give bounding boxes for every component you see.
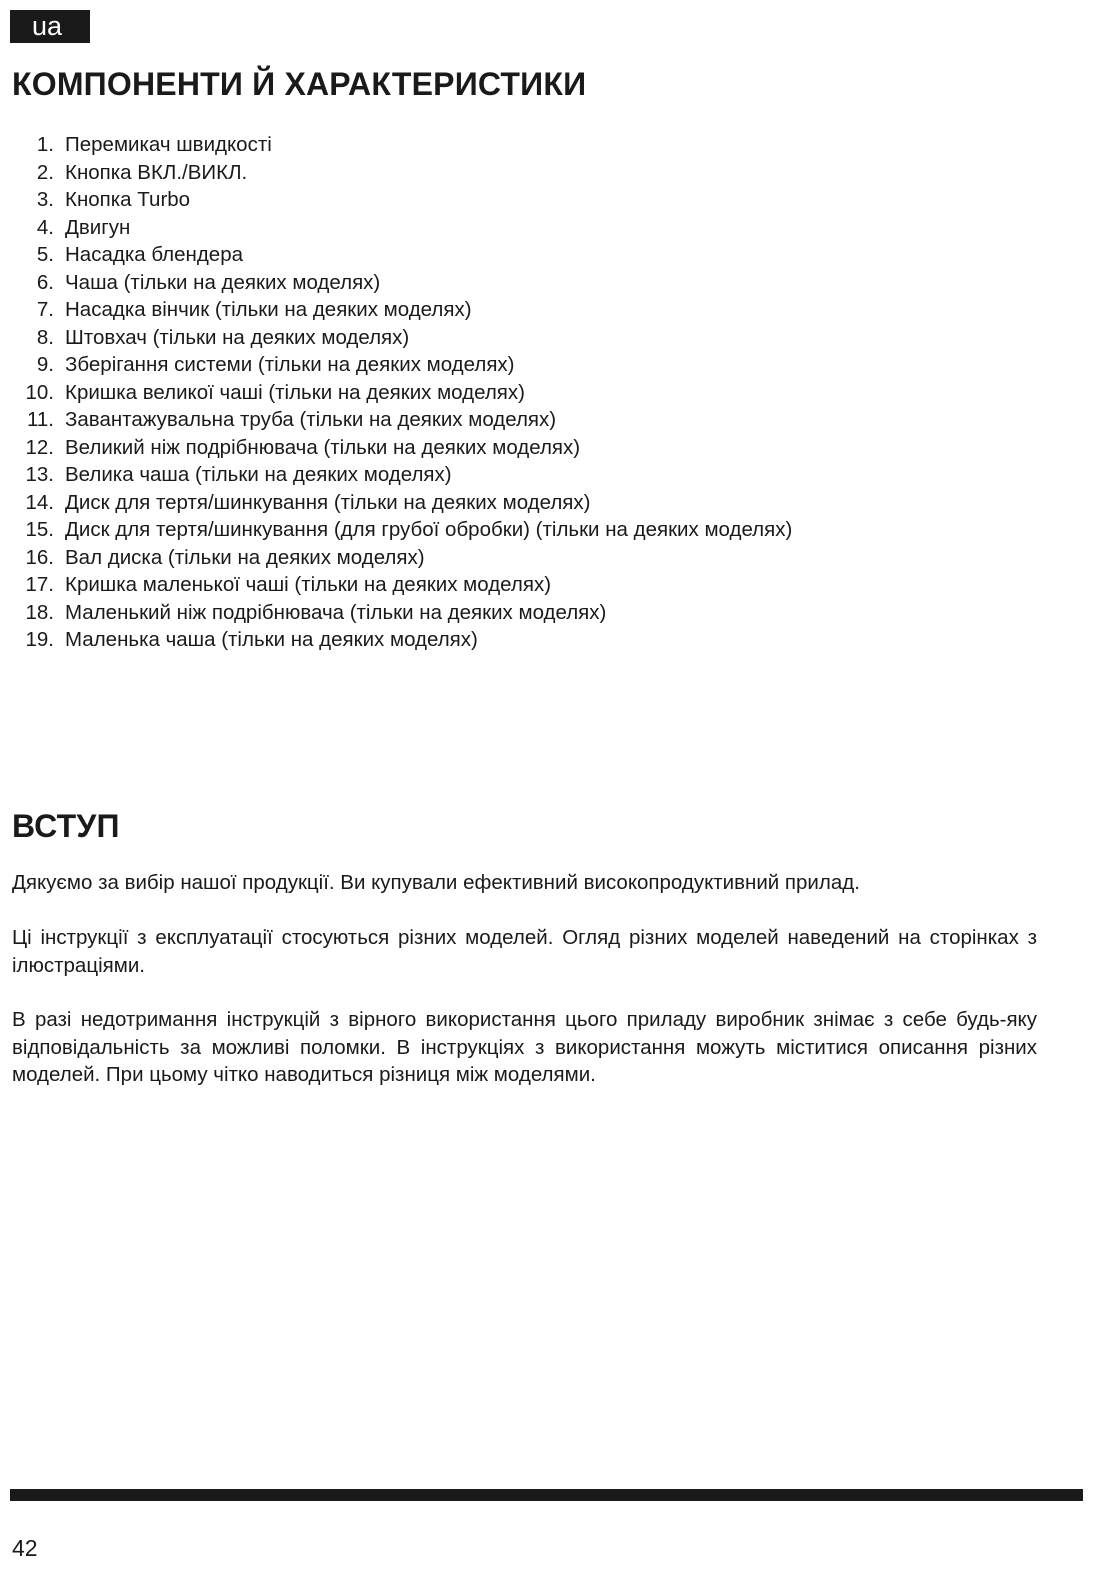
list-item-text: Диск для тертя/шинкування (тільки на деяких моделях) [65, 490, 591, 514]
list-item [12, 159, 792, 187]
list-item-number: 4. [36, 215, 54, 239]
list-item-number: 17. [25, 573, 54, 596]
list-item [12, 269, 792, 297]
page-number: 42 [12, 1535, 38, 1561]
list-item [12, 461, 792, 489]
list-item [12, 214, 792, 242]
intro-heading: ВСТУП [12, 808, 120, 844]
list-item [12, 626, 792, 654]
list-item-number: 10. [25, 380, 54, 404]
language-badge: ua [10, 10, 90, 43]
footer-divider [10, 1489, 1083, 1501]
list-item [12, 434, 792, 462]
list-item-text: Насадка вінчик (тільки на деяких моделях) [65, 298, 472, 321]
list-item-text: Кнопка Turbo [65, 188, 191, 211]
list-item [12, 296, 792, 324]
list-item-text: Штовхач (тільки на деяких моделях) [65, 325, 410, 349]
list-item-text: Велика чаша (тільки на деяких моделях) [65, 463, 452, 486]
list-item [12, 241, 792, 269]
list-item [12, 544, 792, 572]
intro-paragraph-liability: В разі недотримання інструкцій з вірного використання цього приладу виробник знімає з себе будь-яку відповідальність за можливі поломки. В інструкціях з використання можуть міститися описання різних моделей. При цьому чітко наводиться різниця між моделями. [12, 1008, 1037, 1086]
list-item [12, 379, 792, 407]
list-item [12, 186, 792, 214]
list-item-text: Маленький ніж подрібнювача (тільки на деяких моделях) [65, 600, 607, 624]
list-item [12, 599, 792, 627]
list-item-number: 6. [36, 270, 54, 294]
list-item-text: Завантажувальна труба (тільки на деяких моделях) [65, 408, 557, 431]
list-item-number: 11. [27, 408, 54, 431]
list-item-number: 7. [36, 298, 54, 321]
list-item [12, 516, 792, 544]
list-item-number: 12. [25, 435, 54, 459]
list-item-number: 14. [25, 490, 54, 514]
list-item [12, 351, 792, 379]
list-item [12, 571, 792, 599]
list-item-text: Насадка блендера [65, 243, 244, 266]
list-item-number: 2. [36, 160, 54, 184]
components-heading: КОМПОНЕНТИ Й ХАРАКТЕРИСТИКИ [12, 66, 587, 102]
list-item [12, 324, 792, 352]
list-item-number: 5. [36, 243, 54, 266]
list-item-text: Кришка маленької чаші (тільки на деяких моделях) [65, 573, 552, 596]
list-item-text: Кнопка ВКЛ./ВИКЛ. [65, 160, 248, 184]
list-item-text: Чаша (тільки на деяких моделях) [65, 270, 381, 294]
list-item-text: Зберігання системи (тільки на деяких моделях) [65, 353, 515, 376]
list-item-text: Маленька чаша (тільки на деяких моделях) [65, 628, 478, 651]
list-item-number: 13. [25, 463, 54, 486]
intro-paragraph-thanks: Дякуємо за вибір нашої продукції. Ви купували ефективний високопродуктивний прилад. [12, 871, 860, 894]
list-item-number: 8. [36, 325, 54, 349]
list-item-text: Двигун [65, 215, 131, 239]
list-item-number: 19. [25, 628, 54, 651]
list-item-text: Диск для тертя/шинкування (для грубої обробки) (тільки на деяких моделях) [65, 518, 793, 541]
list-item-text: Кришка великої чаші (тільки на деяких моделях) [65, 380, 525, 404]
list-item [12, 489, 792, 517]
list-item-number: 9. [36, 353, 54, 376]
list-item-text: Перемикач швидкості [65, 133, 272, 156]
list-item-text: Вал диска (тільки на деяких моделях) [65, 545, 425, 569]
list-item-text: Великий ніж подрібнювача (тільки на деяких моделях) [65, 435, 581, 459]
list-item-number: 15. [25, 518, 54, 541]
list-item [12, 131, 792, 159]
intro-paragraph-models: Ці інструкції з експлуатації стосуються різних моделей. Огляд різних моделей наведений на сторінках з ілюстраціями. [12, 926, 1037, 977]
list-item-number: 18. [25, 600, 54, 624]
components-list [12, 131, 792, 654]
list-item [12, 406, 792, 434]
list-item-number: 3. [36, 188, 54, 211]
list-item-number: 1. [36, 133, 54, 156]
list-item-number: 16. [25, 545, 54, 569]
